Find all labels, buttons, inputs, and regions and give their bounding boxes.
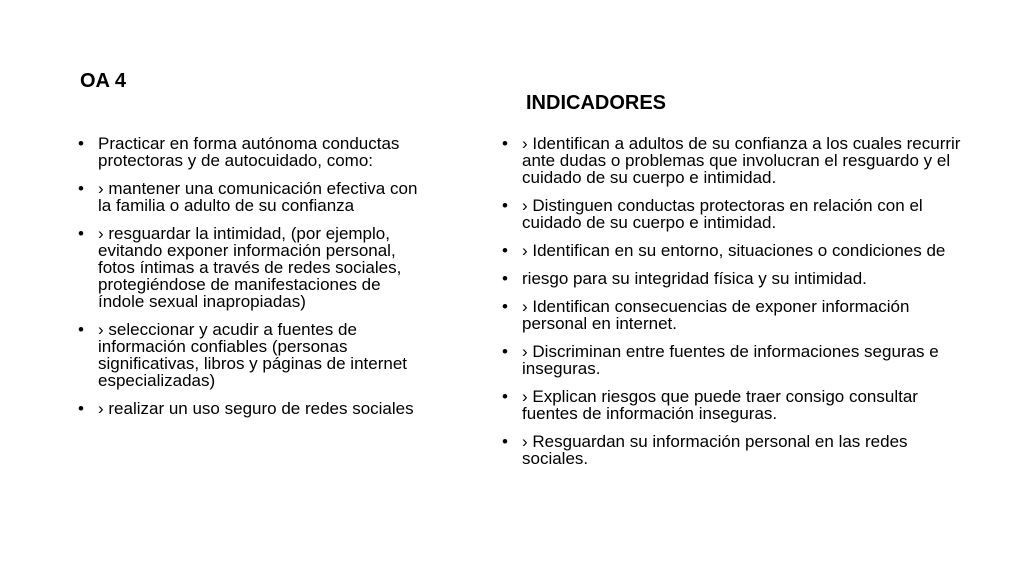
indicador-item: • › Identifican a adultos de su confianza a los cuales recurrir ante dudas o problemas que involucran el resguardo y el cuidado de su cuerpo e intimidad. bbox=[500, 135, 970, 186]
oa-item: • › realizar un uso seguro de redes sociales bbox=[76, 400, 426, 417]
oa-item: • › seleccionar y acudir a fuentes de información confiables (personas significativas, libros y páginas de internet especializadas) bbox=[76, 321, 426, 389]
oa-item: • Practicar en forma autónoma conductas protectoras y de autocuidado, como: bbox=[76, 135, 426, 169]
indicador-item: • › Resguardan su información personal en las redes sociales. bbox=[500, 433, 970, 467]
indicador-item: • › Identifican consecuencias de exponer información personal en internet. bbox=[500, 298, 970, 332]
oa-item: • › resguardar la intimidad, (por ejemplo, evitando exponer información personal, fotos íntimas a través de redes sociales, protegiéndose de manifestaciones de índole sexual inapropiadas) bbox=[76, 225, 426, 310]
oa-item: • › mantener una comunicación efectiva con la familia o adulto de su confianza bbox=[76, 180, 426, 214]
oa-list bbox=[76, 135, 426, 428]
indicador-item: • › Distinguen conductas protectoras en relación con el cuidado de su cuerpo e intimidad. bbox=[500, 197, 970, 231]
indicadores-title: INDICADORES bbox=[526, 92, 667, 114]
indicadores-list bbox=[500, 135, 970, 478]
indicador-item: • › Explican riesgos que puede traer consigo consultar fuentes de información inseguras. bbox=[500, 388, 970, 422]
oa-title: OA 4 bbox=[80, 70, 126, 92]
indicador-item: • riesgo para su integridad física y su intimidad. bbox=[500, 270, 970, 287]
indicador-item: • › Identifican en su entorno, situaciones o condiciones de bbox=[500, 242, 970, 259]
indicador-item: • › Discriminan entre fuentes de informaciones seguras e inseguras. bbox=[500, 343, 970, 377]
